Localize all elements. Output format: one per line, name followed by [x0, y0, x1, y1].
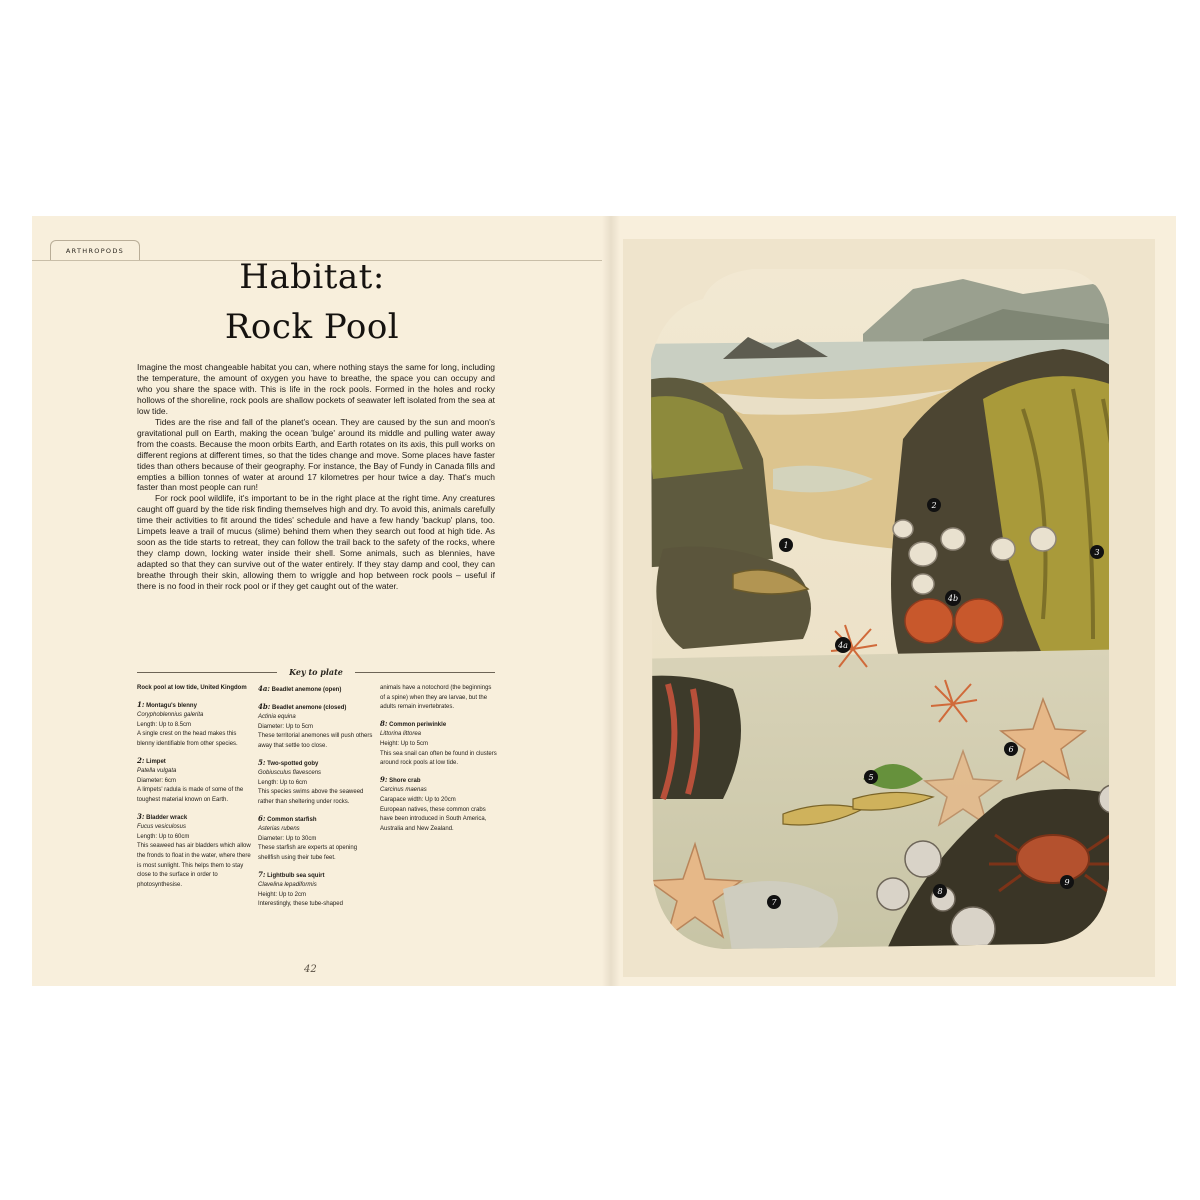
key-entry-heading: [380, 775, 498, 787]
svg-text:1: 1: [783, 541, 789, 550]
key-entry-detail: Interestingly, these tube-shaped: [258, 901, 343, 908]
key-entry-scientific-name: Asterias rubens: [258, 826, 300, 833]
rock-pool-illustration: [623, 239, 1155, 977]
key-entry-scientific-name: Gobiusculus flavescens: [258, 770, 322, 777]
key-entry: [258, 814, 376, 864]
key-entry-detail: Diameter: Up to 30cm: [258, 835, 317, 842]
key-entry-heading: [258, 758, 376, 770]
svg-text:4b: 4b: [947, 594, 959, 603]
key-entry-detail: These starfish are experts at opening shellfish using their tube feet.: [258, 845, 358, 861]
marker-2: [927, 498, 941, 512]
key-entry-name: Lightbulb sea squirt: [267, 872, 325, 879]
key-entry-heading: [137, 812, 255, 824]
key-entry-detail: A single crest on the head makes this blenny identifiable from other species.: [137, 731, 238, 747]
key-entry: [137, 756, 255, 806]
key-entry-name: Beadlet anemone (open): [271, 687, 342, 693]
key-entry-detail: Length: Up to 60cm: [137, 833, 190, 840]
key-entry-number: 2:: [137, 755, 145, 765]
key-entry-scientific-name: Clavelina lepadiformis: [258, 882, 317, 889]
svg-text:2: 2: [931, 501, 937, 510]
key-entry-detail: A limpets' radula is made of some of the toughest material known on Earth.: [137, 787, 244, 803]
page-gutter: [602, 216, 620, 986]
svg-text:4a: 4a: [838, 641, 848, 650]
title-line-1: Habitat:: [239, 257, 385, 297]
key-entry-scientific-name: Actinia equina: [258, 714, 296, 721]
key-column-1: [137, 684, 255, 896]
key-heading: [137, 666, 495, 678]
section-tab-label: ARTHROPODS: [65, 247, 125, 255]
key-entry-name: Common periwinkle: [389, 721, 447, 728]
key-entry-number: 6:: [258, 813, 266, 823]
key-entry-heading: [137, 756, 255, 768]
page-number: 42: [304, 964, 317, 975]
key-entry: [258, 702, 376, 752]
key-entry-detail: This sea snail can often be found in clusters around rock pools at low tide.: [380, 750, 497, 767]
key-entry-heading: [380, 719, 498, 731]
key-label: Key to plate: [289, 667, 343, 677]
key-entry: [137, 700, 255, 750]
key-entry-number: 5:: [258, 757, 266, 767]
svg-text:5: 5: [868, 773, 874, 782]
key-entry-detail: Carapace width: Up to 20cm: [380, 796, 456, 803]
key-entry-detail: Length: Up to 6cm: [258, 779, 308, 786]
marker-4a: [835, 637, 851, 653]
key-entry-detail: This species swims above the seaweed rather than sheltering under rocks.: [258, 789, 364, 805]
key-entry-name: Two-spotted goby: [267, 760, 319, 767]
key-entry-name: Shore crab: [389, 777, 421, 784]
key-entry-number: 4b:: [258, 701, 271, 711]
key-location: Rock pool at low tide, United Kingdom: [137, 685, 247, 691]
marker-5: [864, 770, 878, 784]
key-entry-detail: Height: Up to 5cm: [380, 740, 429, 747]
marker-6: [1004, 742, 1018, 756]
key-entry-detail: European natives, these common crabs have been introduced in South America, Australia and New Zealand.: [380, 806, 487, 832]
key-rule-right: [355, 672, 495, 673]
page-title: [182, 252, 442, 352]
key-entry-detail: animals have a notochord (the beginnings of a spine) when they are larvae, but the adults remain invertebrates.: [380, 685, 492, 711]
key-entry-detail: Height: Up to 2cm: [258, 891, 307, 898]
marker-7: [767, 895, 781, 909]
section-tab: [50, 240, 140, 261]
key-entry-name: Beadlet anemone (closed): [272, 704, 347, 711]
key-entry-number: 1:: [137, 699, 145, 709]
key-entry-heading: [258, 684, 376, 696]
scene-group: [623, 239, 1155, 977]
key-entry-scientific-name: Fucus vesiculosus: [137, 824, 187, 831]
key-entry-scientific-name: Carcinus maenas: [380, 787, 427, 794]
key-entry-name: Common starfish: [267, 816, 317, 823]
svg-text:8: 8: [937, 887, 943, 896]
key-entry-number: 9:: [380, 774, 388, 784]
key-entry-detail: Diameter: Up to 5cm: [258, 723, 314, 730]
marker-4b: [945, 590, 961, 606]
key-entry-heading: [258, 814, 376, 826]
body-paragraph: Imagine the most changeable habitat you can, where nothing stays the same for long, including the temperature, the amount of oxygen you have to breathe, the space you can occupy and who you share the space with. This is life in the rock pools. Formed in the holes and rocky hollows of the shoreline, rock pools are shallow pockets of seawater left isolated from the sea at low tide.: [137, 362, 495, 416]
key-entry-scientific-name: Littorina littorea: [380, 731, 422, 738]
key-rule-left: [137, 672, 277, 673]
key-entry-scientific-name: Coryphoblennius galerita: [137, 712, 204, 719]
key-entry: [258, 870, 376, 910]
key-entry: [380, 719, 498, 769]
svg-text:7: 7: [771, 898, 777, 907]
key-column-3: [380, 684, 498, 840]
key-entry-number: 3:: [137, 811, 145, 821]
key-entry-heading: [258, 870, 376, 882]
shore-crab: [989, 835, 1117, 891]
body-text: [137, 362, 495, 592]
key-entry-number: 4a:: [258, 684, 270, 693]
key-entry: [137, 812, 255, 891]
key-entry-name: Bladder wrack: [146, 814, 188, 821]
key-entry-heading: [137, 700, 255, 712]
key-entry-detail: Length: Up to 8.5cm: [137, 721, 192, 728]
key-entry-detail: This seaweed has air bladders which allow the fronds to float in the water, where there is most sunlight. This helps them to stay close to the surface in order to photosynthesise.: [137, 843, 251, 888]
illustration-drawing: [623, 239, 1155, 977]
body-paragraph: Tides are the rise and fall of the planet's ocean. They are caused by the sun and moon's gravitational pull on Earth, making the ocean 'bulge' around its middle and pulling water away from the coasts. Because the moon orbits Earth, and Earth rotates on its axis, this pull works on different regions at different times, so that the tides change and move. Some places have faster tides than others because of their geography. For instance, the Bay of Fundy in Canada fills and empties a billion tonnes of water at around 17 kilometres per hour twice a day. That's much faster than most people can run!: [137, 416, 495, 493]
key-entry: [258, 684, 376, 696]
svg-text:6: 6: [1008, 745, 1014, 754]
key-entry-detail: These territorial anemones will push others away that settle too close.: [258, 733, 373, 749]
key-entry-heading: [258, 702, 376, 714]
key-entry: [380, 684, 498, 713]
svg-text:3: 3: [1094, 548, 1100, 557]
key-column-2: [258, 684, 376, 916]
key-entry: [380, 775, 498, 835]
body-paragraph: For rock pool wildlife, it's important to be in the right place at the right time. Any creatures caught off guard by the tide risk finding themselves high and dry. To avoid this, animals carefully time their activities to fit around the tides' schedule and have a few handy 'backup' plans, too. Limpets leave a trail of mucus (slime) behind them when they search out food at high tide. As soon as the tide starts to retreat, they can follow the trail back to the safety of the rocks, where they clamp down, locking water inside their shell. Some animals, such as blennies, have adapted so that they can survive out of the water entirely. If they stay damp and cool, they can breathe through their skin, allowing them to wriggle and hop between rock pools – useful if there is no food in their rock pool or if they get caught out of the water.: [137, 493, 495, 592]
title-line-2: Rock Pool: [224, 307, 400, 347]
marker-8: [933, 884, 947, 898]
key-entry-number: 8:: [380, 718, 388, 728]
pool-rock-left: [623, 676, 741, 799]
key-entry-name: Limpet: [146, 758, 166, 765]
marker-9: [1060, 875, 1074, 889]
key-entry-number: 7:: [258, 869, 266, 879]
svg-text:9: 9: [1064, 878, 1070, 887]
marker-1: [779, 538, 793, 552]
marker-3: [1090, 545, 1104, 559]
key-entry: [258, 758, 376, 808]
key-entry-name: Montagu's blenny: [146, 702, 197, 709]
key-entry-detail: Diameter: 6cm: [137, 777, 177, 784]
key-entry-scientific-name: Patella vulgata: [137, 768, 177, 775]
book-spread: [32, 216, 1176, 986]
